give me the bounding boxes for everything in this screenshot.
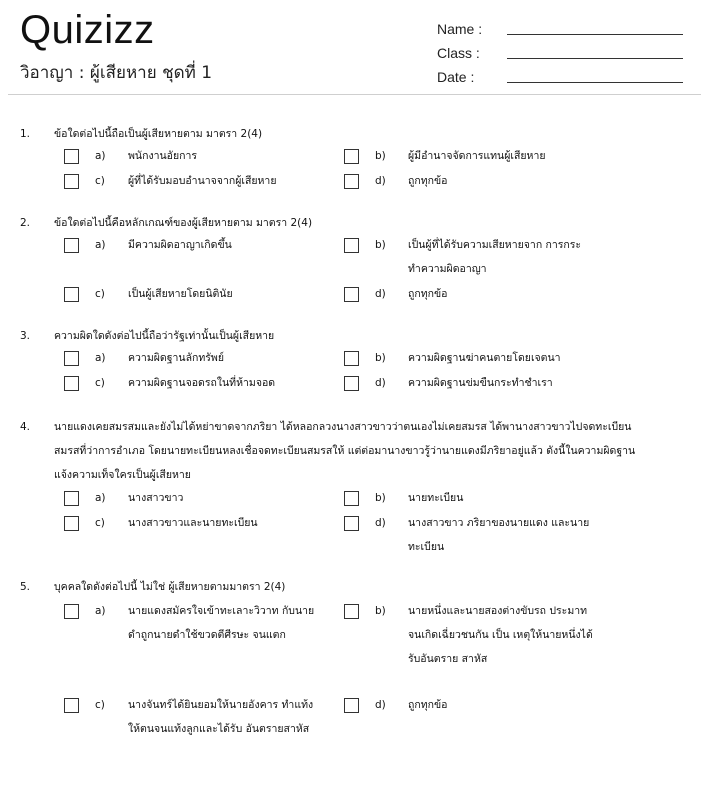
checkbox[interactable] — [344, 351, 359, 366]
checkbox[interactable] — [344, 604, 359, 619]
option-letter: b) — [375, 239, 386, 251]
quizizz-logo: Quizizz — [20, 8, 155, 52]
option-letter: c) — [95, 175, 105, 187]
option-letter: a) — [95, 492, 106, 504]
checkbox[interactable] — [64, 287, 79, 302]
option-text: ผู้มีอำนาจจัดการแทนผู้เสียหาย — [408, 150, 546, 162]
option-text: ถูกทุกข้อ — [408, 175, 448, 187]
option-letter: d) — [375, 377, 386, 389]
checkbox[interactable] — [64, 698, 79, 713]
name-label: Name : — [437, 21, 483, 37]
option-text: นายทะเบียน — [408, 492, 464, 504]
checkbox[interactable] — [344, 698, 359, 713]
checkbox[interactable] — [344, 174, 359, 189]
class-blank-line[interactable] — [507, 58, 683, 59]
option-text: เป็นผู้เสียหายโดยนิตินัย — [128, 288, 233, 300]
date-field[interactable] — [437, 66, 687, 90]
option-letter: d) — [375, 288, 386, 300]
question-number: 4. — [20, 421, 31, 433]
option-letter: b) — [375, 492, 386, 504]
checkbox[interactable] — [64, 491, 79, 506]
checkbox[interactable] — [344, 491, 359, 506]
checkbox[interactable] — [64, 516, 79, 531]
question-text: ข้อใดต่อไปนี้ถือเป็นผู้เสียหายตาม มาตรา 2(4) — [54, 128, 263, 140]
option-text: นางสาวขาว ภริยาของนายแดง และนายทะเบียน — [408, 517, 590, 553]
class-label: Class : — [437, 45, 480, 61]
question-number: 5. — [20, 581, 31, 593]
option-letter: c) — [95, 288, 105, 300]
question-number: 3. — [20, 330, 31, 342]
option-letter: a) — [95, 605, 106, 617]
option-letter: b) — [375, 605, 386, 617]
checkbox[interactable] — [64, 174, 79, 189]
student-info-fields — [437, 18, 687, 90]
option-text: มีความผิดอาญาเกิดขึ้น — [128, 239, 232, 251]
question-number: 1. — [20, 128, 31, 140]
checkbox[interactable] — [64, 376, 79, 391]
option-text: ผู้ที่ได้รับมอบอำนาจจากผู้เสียหาย — [128, 175, 277, 187]
name-field[interactable] — [437, 18, 687, 42]
option-text: นายแดงสมัครใจเข้าทะเลาะวิวาท กับนายดำถูกนายดำใช้ขวดตีศีรษะ จนแตก — [128, 605, 315, 641]
option-text: ถูกทุกข้อ — [408, 699, 448, 711]
checkbox[interactable] — [64, 351, 79, 366]
checkbox[interactable] — [64, 149, 79, 164]
option-letter: a) — [95, 352, 106, 364]
header-divider — [8, 94, 701, 95]
option-text: ความผิดฐานลักทรัพย์ — [128, 352, 225, 364]
option-text: พนักงานอัยการ — [128, 150, 198, 162]
checkbox[interactable] — [64, 604, 79, 619]
option-letter: b) — [375, 150, 386, 162]
checkbox[interactable] — [344, 376, 359, 391]
option-text: ความผิดฐานฆ่าคนตายโดยเจตนา — [408, 352, 561, 364]
checkbox[interactable] — [344, 149, 359, 164]
option-letter: d) — [375, 175, 386, 187]
question-text: บุคคลใดดังต่อไปนี้ ไม่ใช่ ผู้เสียหายตามมาตรา 2(4) — [54, 581, 286, 593]
option-text: นางสาวขาวและนายทะเบียน — [128, 517, 258, 529]
option-letter: d) — [375, 699, 386, 711]
checkbox[interactable] — [344, 516, 359, 531]
option-letter: c) — [95, 377, 105, 389]
question-text: ข้อใดต่อไปนี้คือหลักเกณฑ์ของผู้เสียหายตาม มาตรา 2(4) — [54, 217, 313, 229]
option-text: นางสาวขาว — [128, 492, 184, 504]
question-text: ความผิดใดดังต่อไปนี้ถือว่ารัฐเท่านั้นเป็นผู้เสียหาย — [54, 330, 275, 342]
name-blank-line[interactable] — [507, 34, 683, 35]
worksheet-header — [0, 0, 709, 96]
option-text: เป็นผู้ที่ได้รับความเสียหายจาก การกระทำความผิดอาญา — [408, 239, 582, 275]
checkbox[interactable] — [344, 238, 359, 253]
option-letter: b) — [375, 352, 386, 364]
question-text: นายแดงเคยสมรสมและยังไม่ได้หย่าขาดจากภริยา ได้หลอกลวงนางสาวขาวว่าตนเองไม่เคยสมรส ได้พานางสาวขาวไปจดทะเบียนสมรสที่ว่าการอำเภอ โดยนายทะเบียนหลงเชื่อจดทะเบียนสมรสให้ แต่ต่อมานางขาวรู้ว่านายแดงมีภริยาอยู่แล้ว ดังนี้ในความผิดฐานแจ้งความเท็จใครเป็นผู้เสียหาย — [54, 421, 636, 481]
date-blank-line[interactable] — [507, 82, 683, 83]
option-text: ความผิดฐานจอดรถในที่ห้ามจอด — [128, 377, 276, 389]
class-field[interactable] — [437, 42, 687, 66]
option-text: ความผิดฐานข่มขืนกระทำชำเรา — [408, 377, 553, 389]
checkbox[interactable] — [344, 287, 359, 302]
option-letter: c) — [95, 699, 105, 711]
option-text: นางจันทร์ได้ยินยอมให้นายอังคาร ทำแท้งให้ตนจนแท้งลูกและได้รับ อันตรายสาหัส — [128, 699, 314, 735]
question-number: 2. — [20, 217, 31, 229]
option-letter: a) — [95, 150, 106, 162]
option-letter: c) — [95, 517, 105, 529]
option-text: นายหนึ่งและนายสองต่างขับรถ ประมาทจนเกิดเฉี่ยวชนกัน เป็น เหตุให้นายหนึ่งได้รับอันตราย สาหัส — [408, 605, 593, 665]
option-letter: a) — [95, 239, 106, 251]
checkbox[interactable] — [64, 238, 79, 253]
worksheet-title: วิอาญา : ผู้เสียหาย ชุดที่ 1 — [20, 63, 213, 83]
option-text: ถูกทุกข้อ — [408, 288, 448, 300]
date-label: Date : — [437, 69, 475, 85]
option-letter: d) — [375, 517, 386, 529]
